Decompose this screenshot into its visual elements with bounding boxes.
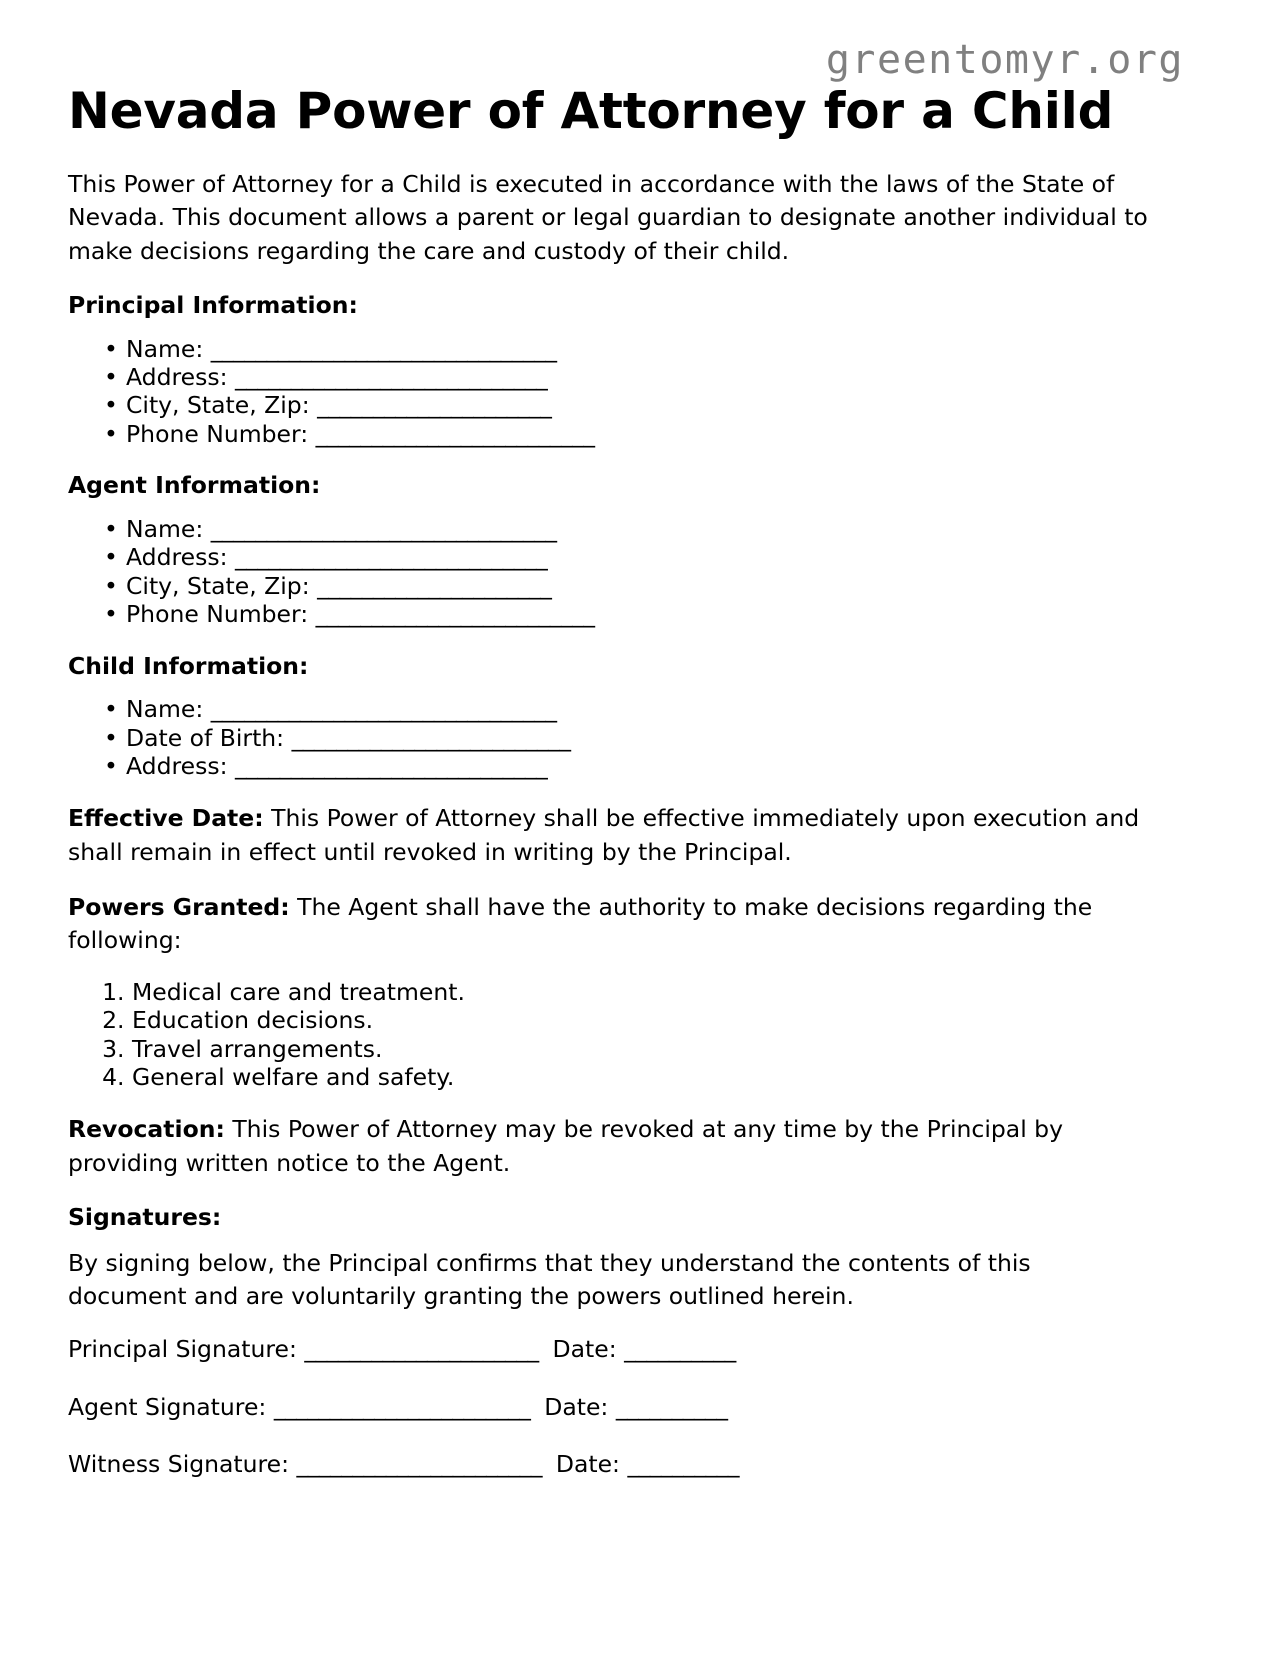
section-heading-principal: Principal Information: xyxy=(68,291,358,320)
list-item xyxy=(126,572,1154,600)
list-item xyxy=(126,335,1154,363)
powers-granted-paragraph xyxy=(68,891,1154,958)
field-rule[interactable]: ____________________________ xyxy=(235,363,548,392)
list-item xyxy=(126,724,1154,752)
field-label: Date of Birth: xyxy=(126,723,285,752)
field-rule[interactable]: _____________________ xyxy=(317,391,552,420)
principal-date-label: Date: xyxy=(552,1335,617,1364)
revocation-text: This Power of Attorney may be revoked at any time by the Principal by providing written notice to the Agent. xyxy=(68,1115,1064,1177)
field-label: City, State, Zip: xyxy=(126,391,310,420)
field-rule[interactable]: _________________________ xyxy=(291,723,571,752)
field-rule[interactable]: _______________________________ xyxy=(210,514,557,543)
child-field-list xyxy=(68,695,1154,780)
powers-granted-text: The Agent shall have the authority to make decisions regarding the following: xyxy=(68,893,1093,955)
list-item xyxy=(126,420,1154,448)
agent-signature-row xyxy=(68,1393,1154,1421)
field-label: Address: xyxy=(126,543,228,572)
principal-date-rule[interactable]: __________ xyxy=(624,1335,736,1364)
field-rule[interactable]: ____________________________ xyxy=(235,543,548,572)
powers-granted-label: Powers Granted: xyxy=(68,893,290,922)
principal-signature-label: Principal Signature: xyxy=(68,1335,297,1364)
field-rule[interactable]: _______________________________ xyxy=(210,334,557,363)
field-label: Name: xyxy=(126,334,204,363)
intro-paragraph: This Power of Attorney for a Child is executed in accordance with the laws of the State of Nevada. This document allows a parent or legal guardian to designate another individual to make decisions regarding the care and custody of their child. xyxy=(68,170,1148,265)
witness-date-rule[interactable]: __________ xyxy=(627,1449,739,1478)
page-title: Nevada Power of Attorney for a Child xyxy=(68,82,1114,140)
effective-date-text: This Power of Attorney shall be effective immediately upon execution and shall remain in effect until revoked in writing by the Principal. xyxy=(68,804,1140,866)
witness-signature-label: Witness Signature: xyxy=(68,1449,290,1478)
field-rule[interactable]: _____________________ xyxy=(317,571,552,600)
list-item xyxy=(126,363,1154,391)
field-label: Name: xyxy=(126,695,204,724)
principal-field-list xyxy=(68,335,1154,449)
agent-field-list xyxy=(68,515,1154,629)
effective-date-label: Effective Date: xyxy=(68,804,264,833)
list-item xyxy=(126,515,1154,543)
agent-date-label: Date: xyxy=(544,1392,609,1421)
agent-signature-label: Agent Signature: xyxy=(68,1392,267,1421)
list-item xyxy=(126,600,1154,628)
witness-date-label: Date: xyxy=(555,1449,620,1478)
list-item xyxy=(126,695,1154,723)
principal-signature-row xyxy=(68,1335,1154,1363)
list-item: 2. Education decisions. xyxy=(132,1006,1154,1034)
site-watermark: greentomyr.org xyxy=(825,37,1184,83)
list-item xyxy=(126,543,1154,571)
field-label: Phone Number: xyxy=(126,600,309,629)
list-item: 1. Medical care and treatment. xyxy=(132,978,1154,1006)
witness-signature-rule[interactable]: ______________________ xyxy=(296,1449,542,1478)
list-item xyxy=(126,752,1154,780)
field-label: Name: xyxy=(126,514,204,543)
field-rule[interactable]: _________________________ xyxy=(315,600,595,629)
section-heading-signatures: Signatures: xyxy=(68,1203,222,1232)
list-item xyxy=(126,391,1154,419)
field-label: Phone Number: xyxy=(126,419,309,448)
field-rule[interactable]: _______________________________ xyxy=(210,695,557,724)
agent-signature-rule[interactable]: _______________________ xyxy=(273,1392,531,1421)
section-heading-child: Child Information: xyxy=(68,651,309,680)
revocation-label: Revocation: xyxy=(68,1115,225,1144)
field-rule[interactable]: ____________________________ xyxy=(235,751,548,780)
witness-signature-row xyxy=(68,1450,1154,1478)
powers-granted-list xyxy=(68,978,1154,1092)
list-item: 4. General welfare and safety. xyxy=(132,1063,1154,1091)
section-heading-agent: Agent Information: xyxy=(68,471,321,500)
field-label: Address: xyxy=(126,751,228,780)
list-item: 3. Travel arrangements. xyxy=(132,1035,1154,1063)
field-rule[interactable]: _________________________ xyxy=(315,419,595,448)
effective-date-paragraph xyxy=(68,802,1154,869)
agent-date-rule[interactable]: __________ xyxy=(615,1392,728,1421)
document-body xyxy=(68,168,1154,1507)
field-label: City, State, Zip: xyxy=(126,571,310,600)
field-label: Address: xyxy=(126,363,228,392)
signature-statement: By signing below, the Principal confirms that they understand the contents of this document and are voluntarily granting the powers outlined herein. xyxy=(68,1248,1031,1311)
revocation-paragraph xyxy=(68,1113,1154,1180)
principal-signature-rule[interactable]: _____________________ xyxy=(304,1335,539,1364)
